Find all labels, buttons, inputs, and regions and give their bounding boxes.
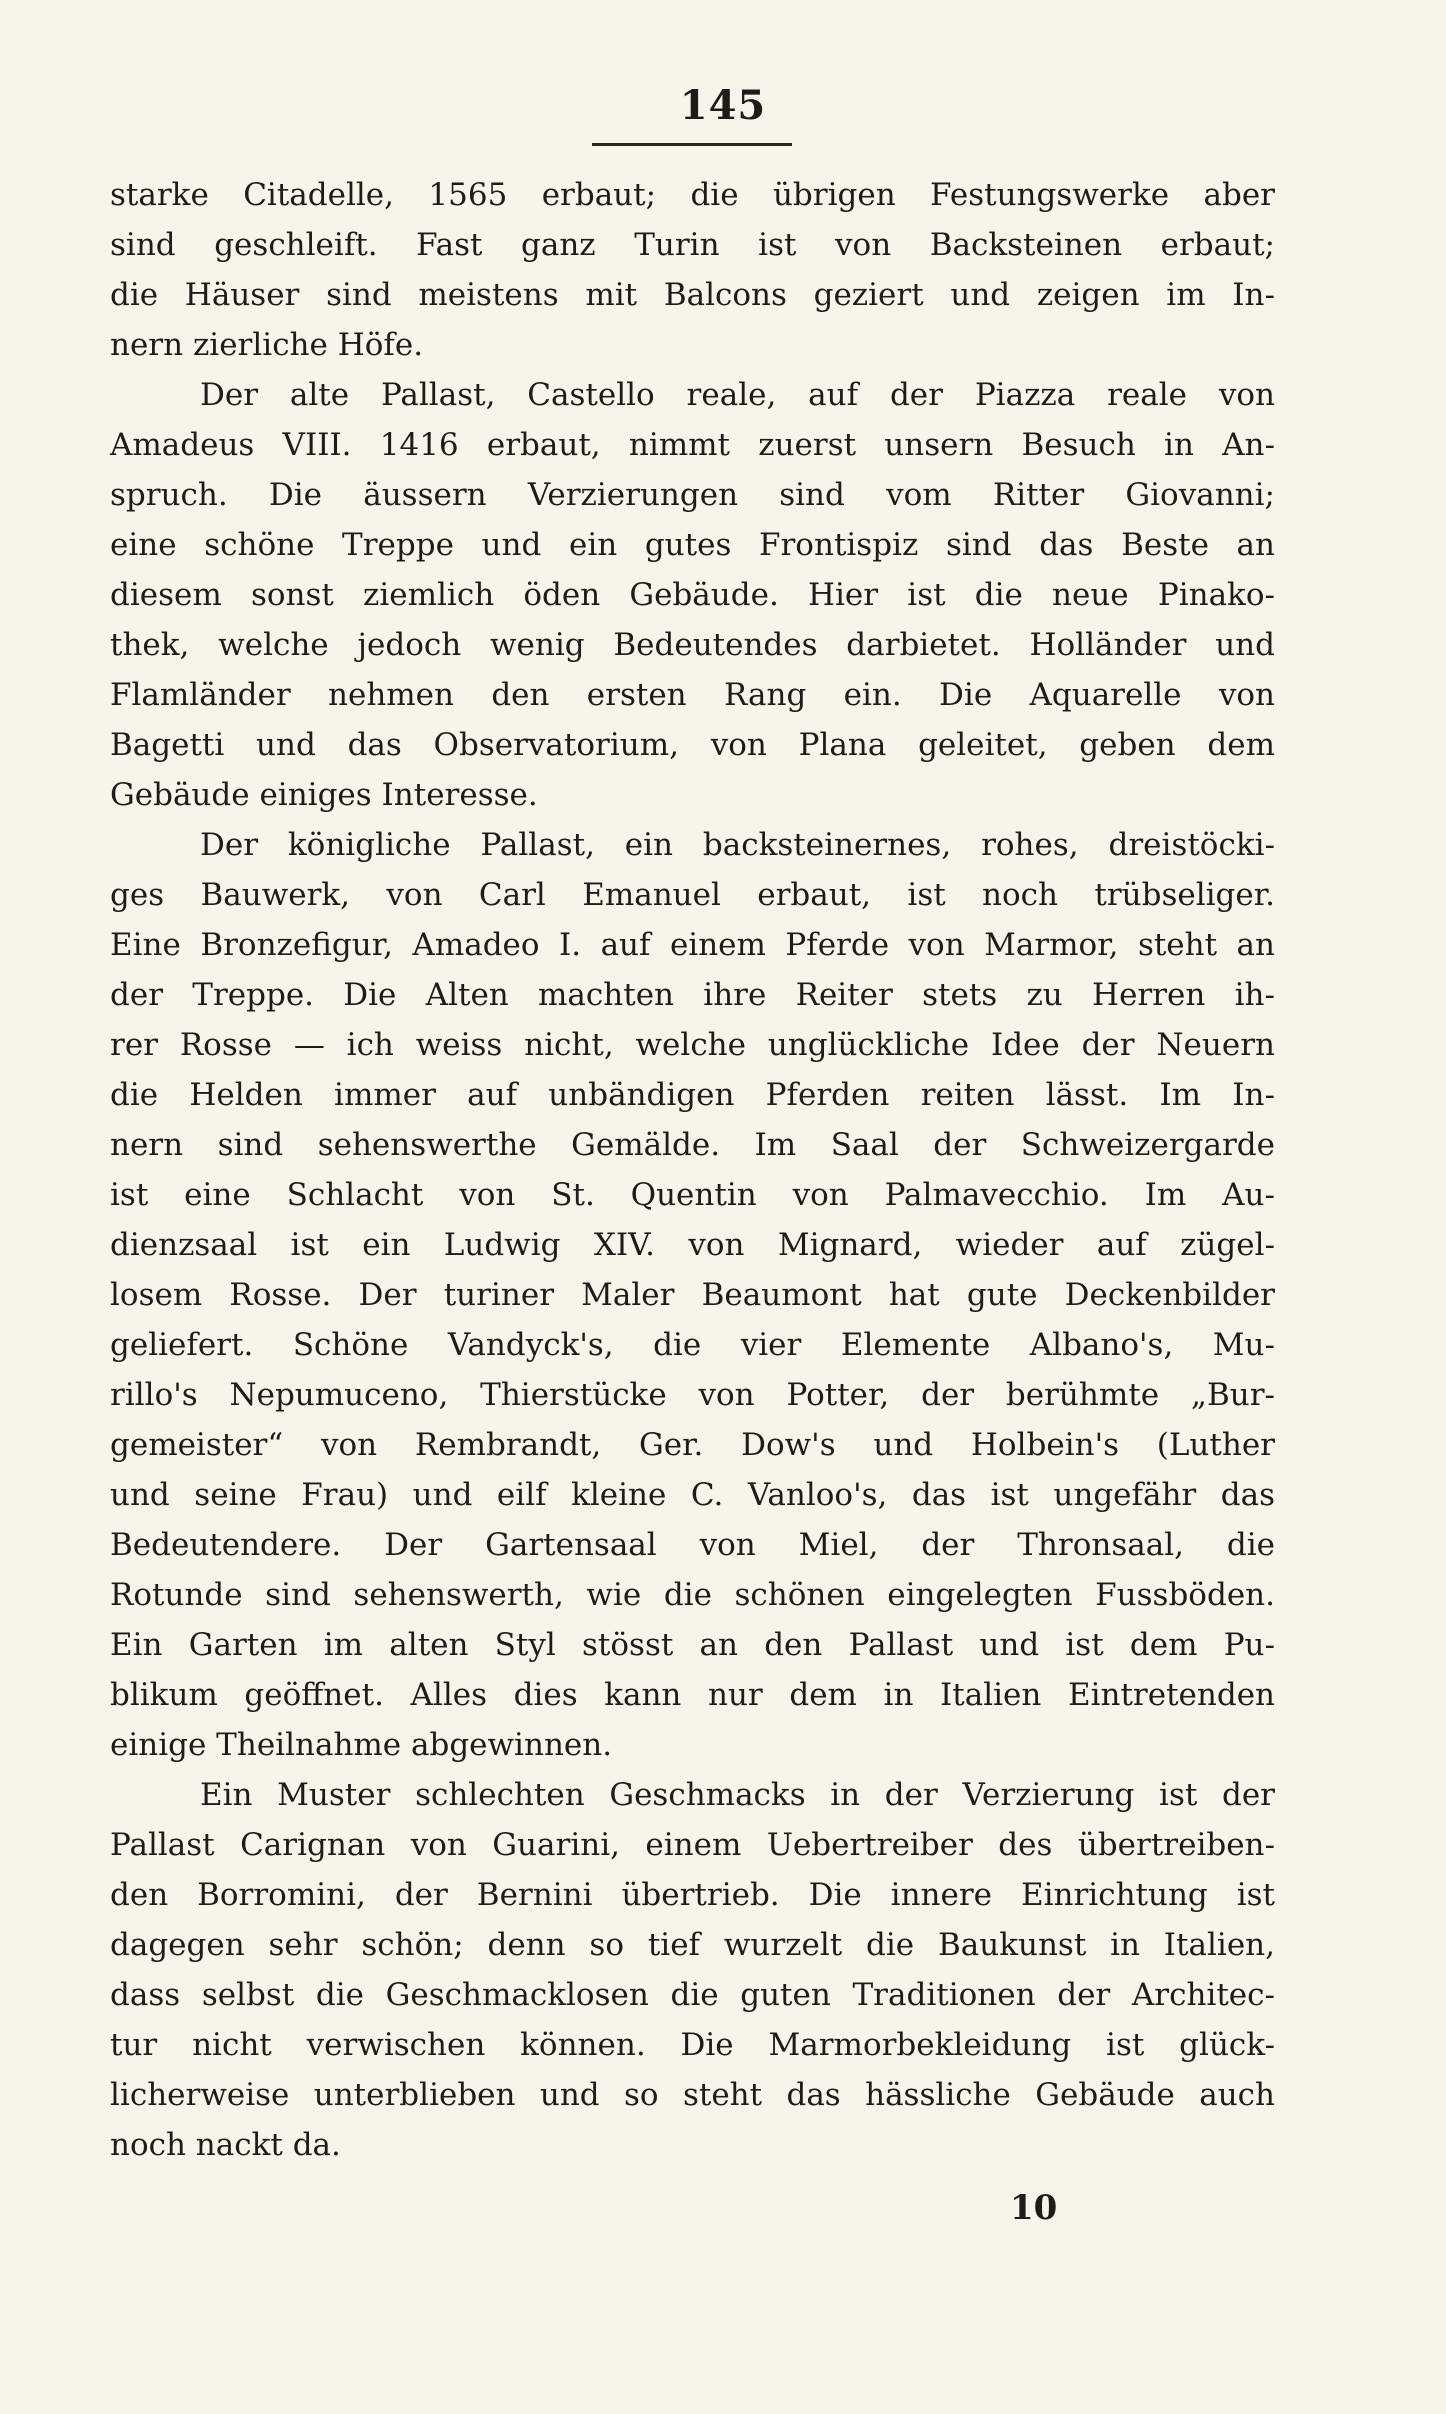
text-line: Eine Bronzefigur, Amadeo I. auf einem Pferde von Marmor, steht an	[110, 927, 1275, 963]
text-line: dagegen sehr schön; denn so tief wurzelt die Baukunst in Italien,	[110, 1927, 1275, 1963]
text-line: diesem sonst ziemlich öden Gebäude. Hier ist die neue Pinako-	[110, 577, 1275, 613]
text-line: sind geschleift. Fast ganz Turin ist von Backsteinen erbaut;	[110, 227, 1275, 263]
text-line: nern sind sehenswerthe Gemälde. Im Saal der Schweizergarde	[110, 1127, 1275, 1163]
text-line: den Borromini, der Bernini übertrieb. Die innere Einrichtung ist	[110, 1877, 1275, 1913]
page-number: 145	[679, 82, 767, 129]
text-line: Gebäude einiges Interesse.	[110, 777, 538, 813]
text-line: rillo's Nepumuceno, Thierstücke von Potter, der berühmte „Bur-	[110, 1377, 1275, 1413]
text-line: Ein Garten im alten Styl stösst an den Pallast und ist dem Pu-	[110, 1627, 1275, 1663]
text-line: der Treppe. Die Alten machten ihre Reiter stets zu Herren ih-	[110, 977, 1275, 1013]
text-line: nern zierliche Höfe.	[110, 327, 424, 363]
text-line: thek, welche jedoch wenig Bedeutendes darbietet. Holländer und	[110, 627, 1275, 663]
text-line: Der königliche Pallast, ein backsteinernes, rohes, dreistöcki-	[200, 827, 1275, 863]
text-line: Amadeus VIII. 1416 erbaut, nimmt zuerst unsern Besuch in An-	[110, 427, 1275, 463]
text-line: geliefert. Schöne Vandyck's, die vier Elemente Albano's, Mu-	[110, 1327, 1275, 1363]
text-line: Der alte Pallast, Castello reale, auf der Piazza reale von	[200, 377, 1275, 413]
text-line: licherweise unterblieben und so steht das hässliche Gebäude auch	[110, 2077, 1275, 2113]
header-rule	[592, 143, 792, 146]
text-line: blikum geöffnet. Alles dies kann nur dem in Italien Eintretenden	[110, 1677, 1275, 1713]
body-text	[110, 170, 1275, 2170]
text-line: die Helden immer auf unbändigen Pferden reiten lässt. Im In-	[110, 1077, 1275, 1113]
text-line: Rotunde sind sehenswerth, wie die schönen eingelegten Fussböden.	[110, 1577, 1275, 1613]
text-line: die Häuser sind meistens mit Balcons geziert und zeigen im In-	[110, 277, 1275, 313]
text-line: dass selbst die Geschmacklosen die guten Traditionen der Architec-	[110, 1977, 1275, 2013]
text-line: Ein Muster schlechten Geschmacks in der Verzierung ist der	[200, 1777, 1275, 1813]
text-line: und seine Frau) und eilf kleine C. Vanloo's, das ist ungefähr das	[110, 1477, 1275, 1513]
printer-signature-mark: 10	[1010, 2188, 1058, 2228]
text-line: eine schöne Treppe und ein gutes Frontispiz sind das Beste an	[110, 527, 1275, 563]
text-line: spruch. Die äussern Verzierungen sind vom Ritter Giovanni;	[110, 477, 1275, 513]
text-line: einige Theilnahme abgewinnen.	[110, 1727, 613, 1763]
text-line: gemeister“ von Rembrandt, Ger. Dow's und Holbein's (Luther	[110, 1427, 1275, 1463]
text-line: starke Citadelle, 1565 erbaut; die übrigen Festungswerke aber	[110, 177, 1275, 213]
text-line: Bedeutendere. Der Gartensaal von Miel, der Thronsaal, die	[110, 1527, 1275, 1563]
text-line: rer Rosse — ich weiss nicht, welche unglückliche Idee der Neuern	[110, 1027, 1275, 1063]
text-line: tur nicht verwischen können. Die Marmorbekleidung ist glück-	[110, 2027, 1275, 2063]
text-line: Flamländer nehmen den ersten Rang ein. Die Aquarelle von	[110, 677, 1275, 713]
text-line: ges Bauwerk, von Carl Emanuel erbaut, ist noch trübseliger.	[110, 877, 1275, 913]
text-line: Pallast Carignan von Guarini, einem Uebertreiber des übertreiben-	[110, 1827, 1275, 1863]
text-line: Bagetti und das Observatorium, von Plana geleitet, geben dem	[110, 727, 1275, 763]
text-line: losem Rosse. Der turiner Maler Beaumont hat gute Deckenbilder	[110, 1277, 1275, 1313]
text-line: noch nackt da.	[110, 2127, 341, 2163]
text-line: dienzsaal ist ein Ludwig XIV. von Mignard, wieder auf zügel-	[110, 1227, 1275, 1263]
text-line: ist eine Schlacht von St. Quentin von Palmavecchio. Im Au-	[110, 1177, 1275, 1213]
